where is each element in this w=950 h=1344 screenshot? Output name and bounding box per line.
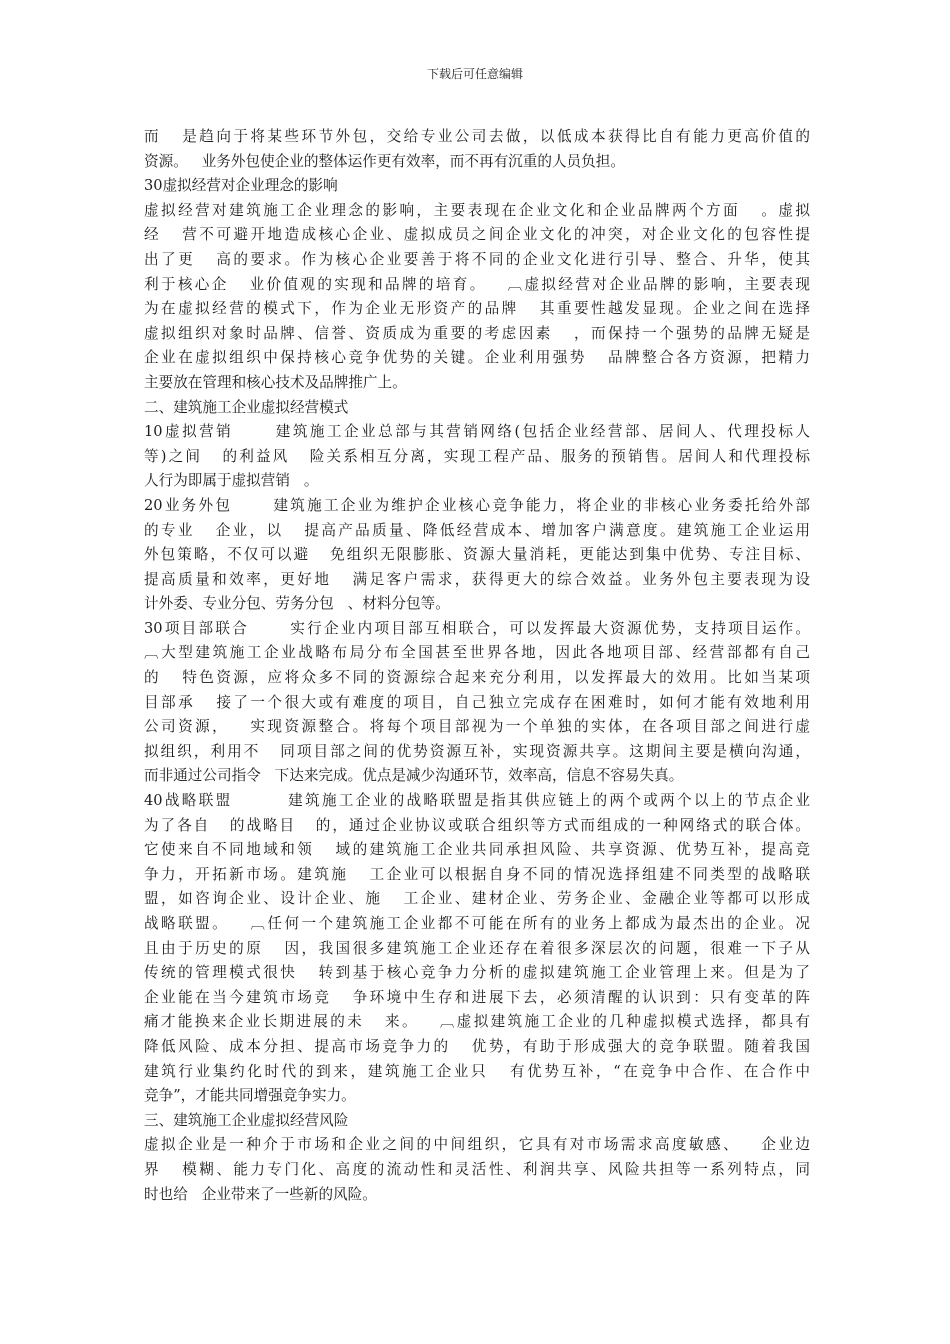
text-line: 盟，如咨询企业、设计企业、施 工企业、建材企业、劳务企业、金融企业等都可以形成	[144, 890, 810, 908]
text-line: 为了各自 的战略目 的，通过企业协议或联合组织等方式而组成的一种网络式的联合体。	[144, 816, 810, 834]
text-line: 二、建筑施工企业虚拟经营模式	[144, 398, 349, 416]
text-line: 竞争”，才能共同增强竞争实力。	[144, 1087, 356, 1105]
text-line: 企业能在当今建筑市场竞 争环境中生存和进展下去，必须清醒的认识到：只有变革的阵	[144, 988, 810, 1006]
text-line: 虚拟企业是一种介于市场和企业之间的中间组织，它具有对市场需求高度敏感、 企业边	[144, 1136, 810, 1154]
text-line: 30项目部联合 实行企业内项目部互相联合，可以发挥最大资源优势，支持项目运作。	[144, 619, 810, 637]
text-line: 它使来自不同地域和领 域的建筑施工企业共同承担风险、共享资源、优势互补，提高竞	[144, 841, 810, 859]
text-line: 主要放在管理和核心技术及品牌推广上。	[144, 373, 407, 391]
document-body	[144, 125, 810, 1207]
page-header: 下载后可任意编辑	[426, 67, 523, 81]
text-line: 且由于历史的原 因，我国很多建筑施工企业还存在着很多深层次的问题，很难一下子从	[144, 939, 810, 957]
text-line: 争力，开拓新市场。建筑施 工企业可以根据自身不同的情况选择组建不同类型的战略联	[144, 865, 810, 883]
text-line: 计外委、专业分包、劳务分包 、材料分包等。	[144, 595, 450, 613]
text-line: 为在虚拟经营的模式下，作为企业无形资产的品牌 其重要性越发显现。企业之间在选择	[144, 300, 810, 318]
text-line: ︹大型建筑施工企业战略布局分布全国甚至世界各地，因此各地项目部、经营部都有自己	[144, 644, 810, 662]
text-line: 企业在虚拟组织中保持核心竞争优势的关键。企业利用强势 品牌整合各方资源，把精力	[144, 349, 810, 367]
text-line: 的专业 企业，以 提高产品质量、降低经营成本、增加客户满意度。建筑施工企业运用	[144, 521, 810, 539]
text-line: 而 是趋向于将某些环节外包，交给专业公司去做，以低成本获得比自有能力更高价值的	[144, 128, 810, 145]
text-line: 利于核心企 业价值观的实现和品牌的培育。 ︹虚拟经营对企业品牌的影响，主要表现	[144, 275, 810, 293]
text-line: 公司资源， 实现资源整合。将每个项目部视为一个单独的实体，在各项目部之间进行虚	[144, 718, 810, 736]
text-line: 40战略联盟 建筑施工企业的战略联盟是指其供应链上的两个或两个以上的节点企业	[144, 792, 810, 810]
text-line: 的 特色资源，应将众多不同的资源综合起来充分利用，以发挥最大的效用。比如当某项	[144, 669, 810, 687]
text-line: 虚拟经营对建筑施工企业理念的影响，主要表现在企业文化和企业品牌两个方面 。虚拟	[144, 201, 810, 219]
text-line: 痛才能换来企业长期进展的未 来。 ︹虚拟建筑施工企业的几种虚拟模式选择，都具有	[144, 1013, 810, 1031]
text-line: 降低风险、成本分担、提高市场竞争力的 优势，有助于形成强大的竞争联盟。随着我国	[144, 1037, 810, 1055]
text-line: 传统的管理模式很快 转到基于核心竞争力分析的虚拟建筑施工企业管理上来。但是为了	[144, 964, 810, 982]
text-line: 资源。 业务外包使企业的整体运作更有效率，而不再有沉重的人员负担。	[144, 152, 625, 170]
text-line: 时也给 企业带来了一些新的风险。	[144, 1185, 377, 1203]
text-line: 出了更 高的要求。作为核心企业要善于将不同的企业文化进行引导、整合、升华，使其	[144, 250, 810, 268]
text-line: 战略联盟。 ︹任何一个建筑施工企业都不可能在所有的业务上都成为最杰出的企业。况	[144, 915, 810, 932]
text-line: 界 模糊、能力专门化、高度的流动性和灵活性、利润共享、风险共担等一系列特点，同	[144, 1160, 810, 1178]
text-line: 外包策略，不仅可以避 免组织无限膨胀、资源大量消耗，更能达到集中优势、专注目标、	[144, 546, 810, 564]
text-line: 20业务外包 建筑施工企业为维护企业核心竞争能力，将企业的非核心业务委托给外部	[144, 496, 810, 514]
text-line: 虚拟组织对象时品牌、信誉、资质成为重要的考虑因素 ，而保持一个强势的品牌无疑是	[144, 324, 810, 342]
text-line: 拟组织，利用不 同项目部之间的优势资源互补，实现资源共享。这期间主要是横向沟通，	[144, 742, 810, 760]
text-line: 经 营不可避开地造成核心企业、虚拟成员之间企业文化的冲突，对企业文化的包容性提	[144, 226, 810, 244]
text-line: 而非通过公司指令 下达来完成。优点是减少沟通环节，效率高，信息不容易失真。	[144, 767, 684, 785]
text-line: 提高质量和效率，更好地 满足客户需求，获得更大的综合效益。业务外包主要表现为设	[144, 570, 810, 588]
text-line: 人行为即属于虚拟营销 。	[144, 472, 319, 490]
text-line: 建筑行业集约化时代的到来，建筑施工企业只 有优势互补，“在竞争中合作、在合作中	[144, 1062, 810, 1080]
text-line: 30虚拟经营对企业理念的影响	[144, 177, 338, 195]
text-line: 三、建筑施工企业虚拟经营风险	[144, 1111, 349, 1129]
text-line: 10虚拟营销 建筑施工企业总部与其营销网络(包括企业经营部、居间人、代理投标人	[144, 423, 810, 441]
text-line: 等)之间 的利益风 险关系相互分离，实现工程产品、服务的预销售。居间人和代理投标	[144, 447, 810, 465]
text-line: 目部承 接了一个很大或有难度的项目，自己独立完成存在困难时，如何才能有效地利用	[144, 693, 810, 711]
